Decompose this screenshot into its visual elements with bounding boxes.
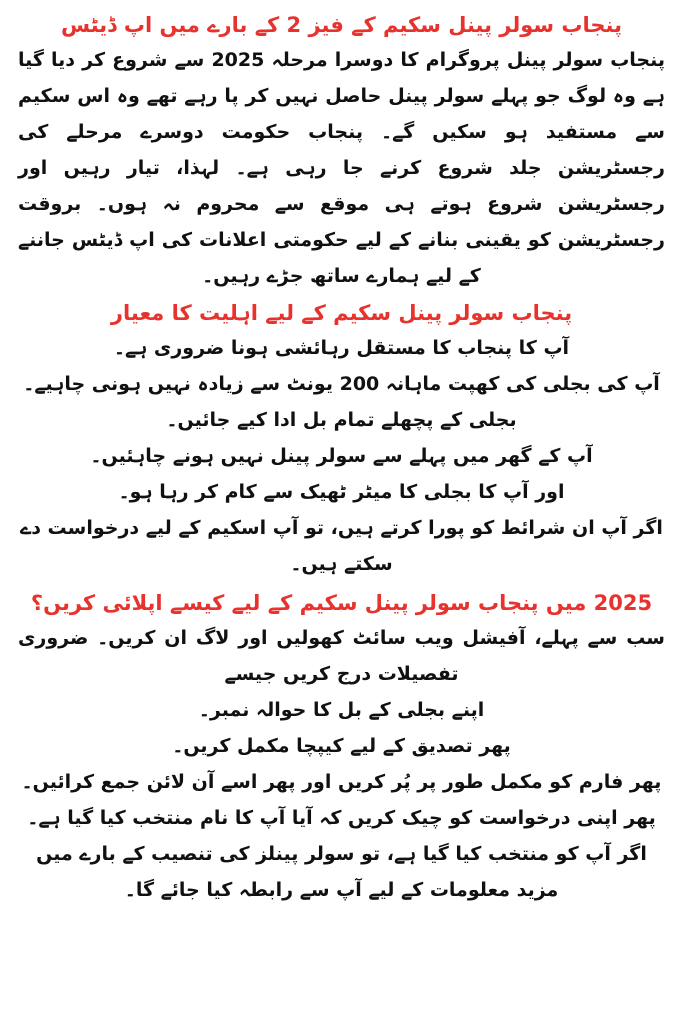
how-to-apply-heading: 2025 میں پنجاب سولر پینل سکیم کے لیے کیسے اپلائی کریں؟ [30,591,653,615]
apply-step: پھر اپنی درخواست کو چیک کریں کہ آیا آپ کا نام منتخب کیا گیا ہے۔ [27,807,656,829]
eligibility-item: آپ کے گھر میں پہلے سے سولر پینل نہیں ہونے چاہئیں۔ [90,445,593,467]
phase2-updates-heading: پنجاب سولر پینل سکیم کے فیز 2 کے بارے میں اپ ڈیٹس [61,13,622,37]
eligibility-item: آپ کی بجلی کی کھپت ماہانہ 200 یونٹ سے زیادہ نہیں ہونی چاہیے۔ [23,373,660,395]
eligibility-item: آپ کا پنجاب کا مستقل رہائشی ہونا ضروری ہے۔ [113,337,570,359]
apply-step: پھر تصدیق کے لیے کیپچا مکمل کریں۔ [172,735,511,757]
phase2-updates-paragraph: پنجاب سولر پینل پروگرام کا دوسرا مرحلہ 2025 سے شروع کر دیا گیا ہے وہ لوگ جو پہلے سولر پینل حاصل نہیں کر پا رہے تھے وہ اس سکیم سے مستفید ہو سکیں گے۔ پنجاب حکومت دوسرے مرحلے کی رجسٹریشن جلد شروع کرنے جا رہی ہے۔ لہذا، تیار رہیں اور رجسٹریشن شروع ہوتے ہی موقع سے محروم نہ ہوں۔ بروقت رجسٹریشن کو یقینی بنانے کے لیے حکومتی اعلانات کی اپ ڈیٹس جاننے کے لیے ہمارے ساتھ جڑے رہیں۔ [18,49,666,287]
eligibility-item: اور آپ کا بجلی کا میٹر ٹھیک سے کام کر رہا ہو۔ [118,481,565,503]
eligibility-item: بجلی کے پچھلے تمام بل ادا کیے جائیں۔ [166,409,517,431]
apply-step: اپنے بجلی کے بل کا حوالہ نمبر۔ [198,699,485,721]
apply-step: پھر فارم کو مکمل طور پر پُر کریں اور پھر اسے آن لائن جمع کرائیں۔ [21,771,662,793]
eligibility-heading: پنجاب سولر پینل سکیم کے لیے اہلیت کا معیار [110,301,573,325]
eligibility-item: اگر آپ ان شرائط کو پورا کرتے ہیں، تو آپ اسکیم کے لیے درخواست دے سکتے ہیں۔ [20,517,663,575]
eligibility-list [18,330,665,582]
apply-step: اگر آپ کو منتخب کیا گیا ہے، تو سولر پینلز کی تنصیب کے بارے میں مزید معلومات کے لیے آپ سے رابطہ کیا جائے گا۔ [36,843,647,901]
how-to-apply-intro: سب سے پہلے، آفیشل ویب سائٹ کھولیں اور لاگ ان کریں۔ ضروری تفصیلات درج کریں جیسے [18,627,665,685]
how-to-apply-steps [18,692,665,908]
